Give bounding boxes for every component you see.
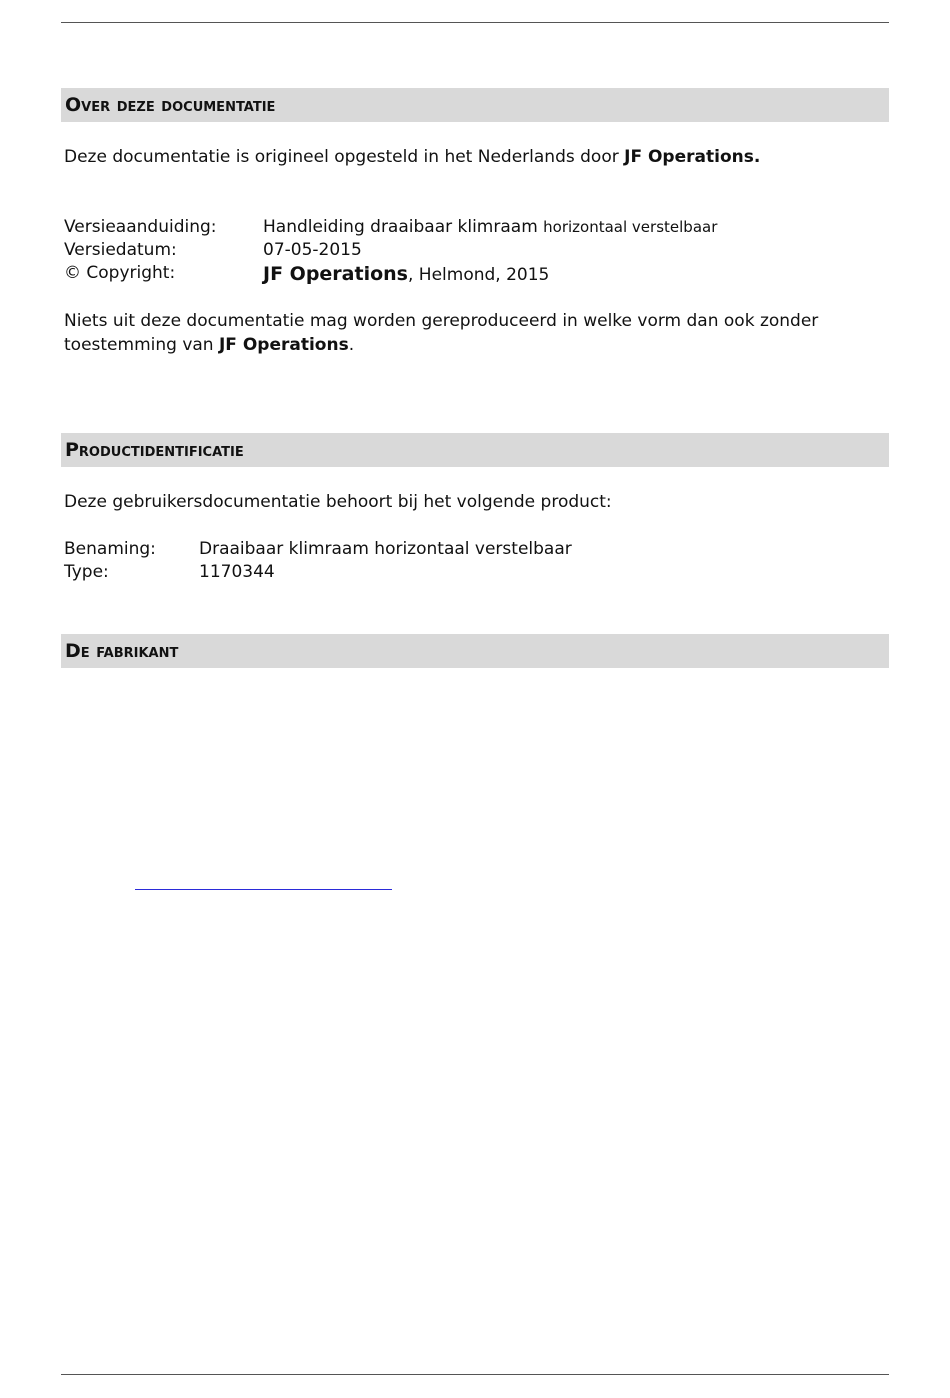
section-header-manufacturer — [61, 634, 889, 668]
about-intro-company: JF Operations. — [624, 147, 761, 167]
product-type-value: 1170344 — [199, 562, 275, 582]
copyright-rest: , Helmond, 2015 — [407, 265, 550, 285]
section-title-about: Over deze documentatie — [65, 94, 276, 116]
about-intro-text: Deze documentatie is origineel opgesteld in het Nederlands door — [64, 147, 625, 167]
header-rule — [61, 22, 889, 23]
product-type-label: Type: — [64, 562, 109, 582]
section-title-manufacturer: De fabrikant — [65, 640, 179, 662]
version-suffix: horizontaal verstelbaar — [543, 218, 718, 236]
date-label: Versiedatum: — [64, 240, 177, 260]
copyright-value-wrap — [263, 263, 549, 287]
section-title-product: Productidentificatie — [65, 439, 244, 461]
copyright-label: © Copyright: — [64, 263, 176, 283]
notice-company: JF Operations — [218, 335, 349, 355]
notice-prefix: toestemming van — [64, 335, 219, 355]
footer-rule — [61, 1374, 889, 1375]
product-name-value: Draaibaar klimraam horizontaal verstelbaar — [199, 539, 572, 559]
about-intro — [64, 146, 760, 169]
section-header-product — [61, 433, 889, 467]
version-label: Versieaanduiding: — [64, 217, 217, 237]
product-intro: Deze gebruikersdocumentatie behoort bij het volgende product: — [64, 492, 612, 512]
product-name-label: Benaming: — [64, 539, 156, 559]
version-value-wrap — [263, 216, 717, 239]
copyright-company: JF Operations — [263, 263, 408, 285]
version-value: Handleiding draaibaar klimraam — [263, 217, 538, 237]
notice-end: . — [348, 335, 355, 355]
hyperlink-underline[interactable] — [135, 889, 392, 890]
notice-line-1: Niets uit deze documentatie mag worden gereproduceerd in welke vorm dan ook zonder — [64, 311, 819, 331]
notice-line-2 — [64, 334, 354, 357]
section-header-about — [61, 88, 889, 122]
date-value: 07-05-2015 — [263, 240, 362, 260]
